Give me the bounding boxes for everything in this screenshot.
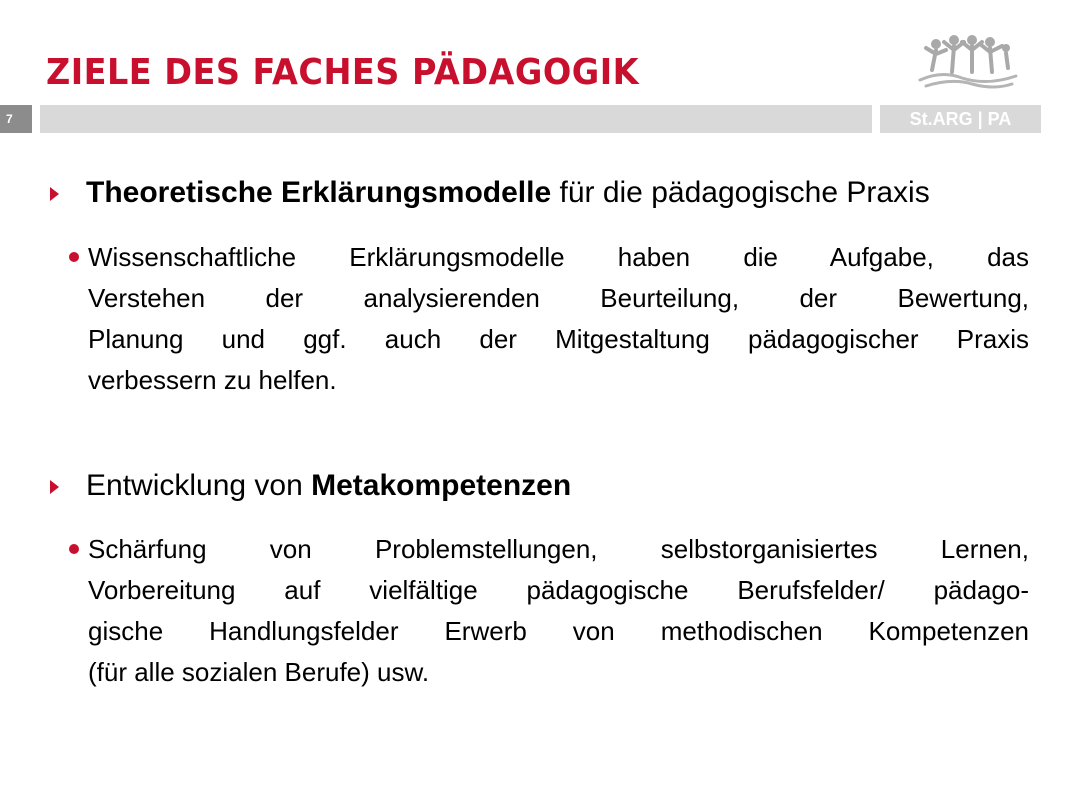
header-bar (40, 105, 872, 133)
dot-bullet-icon (69, 544, 79, 554)
paragraph-line: Wissenschaftliche Erklärungsmodelle haben die Aufgabe, das (88, 242, 1029, 272)
bullet-bold-text: Metakompetenzen (311, 469, 572, 502)
paragraph-line: Verstehen der analysierenden Beurteilung, der Bewertung, (88, 283, 1029, 313)
sub-bullet-theoretical (88, 237, 1029, 401)
paragraph-line: Schärfung von Problemstellungen, selbstorganisiertes Lernen, (88, 534, 1029, 564)
bullet-bold-text: Theoretische Erklärungsmodelle (86, 176, 552, 209)
paragraph-line: gische Handlungsfelder Erwerb von methodischen Kompetenzen (88, 616, 1029, 646)
sub-bullet-metacompetences (88, 529, 1029, 693)
bullet-text: für die pädagogische Praxis (551, 176, 930, 209)
dot-bullet-icon (69, 252, 79, 262)
paragraph-line: (für alle sozialen Berufe) usw. (88, 657, 430, 687)
slide-number: 7 (0, 105, 32, 133)
triangle-bullet-icon (50, 480, 59, 494)
slide-title: ZIELE DES FACHES PÄDAGOGIK (46, 52, 640, 93)
paragraph-line: Vorbereitung auf vielfältige pädagogische Berufsfelder/ pädago- (88, 575, 1029, 605)
school-logo-icon (912, 28, 1024, 98)
bullet-text: Entwicklung von (86, 469, 312, 502)
triangle-bullet-icon (50, 187, 59, 201)
paragraph-line: verbessern zu helfen. (88, 365, 337, 395)
header-tag: St.ARG | PA (880, 105, 1041, 133)
paragraph-line: Planung und ggf. auch der Mitgestaltung pädagogischer Praxis (88, 324, 1029, 354)
